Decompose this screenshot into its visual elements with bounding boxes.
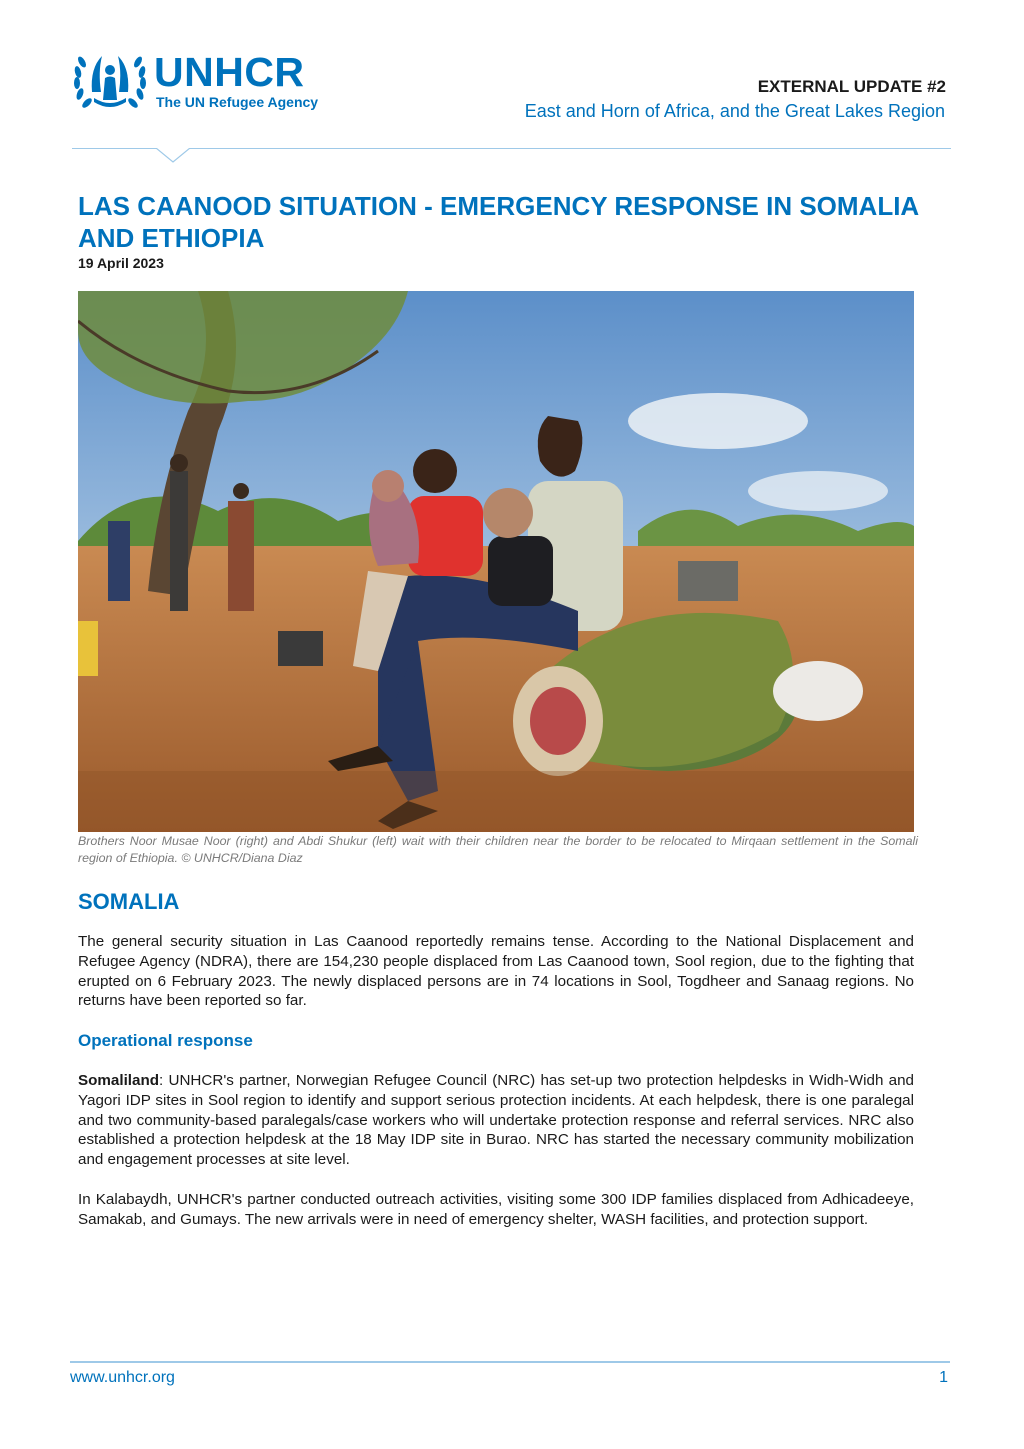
kalabaydh-paragraph: In Kalabaydh, UNHCR's partner conducted outreach activities, visiting some 300 IDP families displaced from Adhicadeeye, Samakab, and Gumays. The new arrivals were in need of emergency shelter, WASH facilities, and protection support. bbox=[78, 1191, 914, 1228]
logo-tagline: The UN Refugee Agency bbox=[156, 94, 319, 110]
page-number: 1 bbox=[939, 1369, 948, 1386]
cover-photo bbox=[78, 291, 914, 832]
publication-date: 19 April 2023 bbox=[78, 255, 164, 271]
unhcr-emblem-icon bbox=[72, 48, 148, 112]
operational-response-heading: Operational response bbox=[78, 1031, 253, 1050]
footer-website-link[interactable]: www.unhcr.org bbox=[70, 1369, 175, 1386]
page-header bbox=[0, 0, 1024, 170]
divider-notch-icon bbox=[156, 148, 190, 164]
header-divider bbox=[72, 148, 951, 149]
page-title: LAS CAANOOD SITUATION - EMERGENCY RESPONSE IN SOMALIA AND ETHIOPIA bbox=[78, 191, 919, 253]
logo-wordmark: UNHCR bbox=[154, 49, 305, 95]
intro-paragraph: The general security situation in Las Caanood reportedly remains tense. According to the National Displacement and Refugee Agency (NDRA), there are 154,230 people displaced from Las Caanood town, Sool region, due to the fighting that erupted on 6 February 2023. The newly displaced persons are in 74 locations in Sool, Togdheer and Sanaag regions. No returns have been reported so far. bbox=[78, 933, 914, 1010]
somaliland-paragraph bbox=[78, 1071, 914, 1170]
somaliland-lead: Somaliland bbox=[78, 1072, 160, 1089]
footer-divider bbox=[70, 1361, 950, 1363]
section-heading-somalia: SOMALIA bbox=[78, 889, 180, 914]
cover-photo-illustration bbox=[78, 291, 914, 832]
unhcr-logo[interactable] bbox=[72, 48, 352, 112]
somaliland-text: : UNHCR's partner, Norwegian Refugee Council (NRC) has set-up two protection helpdesks in Widh-Widh and Yagori IDP sites in Sool region to identify and support serious protection incidents. At each helpdesk, there is one paralegal and two community-based paralegals/case workers who will undertake protection response and referral services. NRC also established a protection helpdesk at the 18 May IDP site in Burao. NRC has started the necessary community mobilization and engagement processes at site level. bbox=[78, 1072, 914, 1169]
region-label: East and Horn of Africa, and the Great Lakes Region bbox=[524, 101, 945, 121]
photo-caption: Brothers Noor Musae Noor (right) and Abdi Shukur (left) wait with their children near the border to be relocated to Mirqaan settlement in the Somali region of Ethiopia. © UNHCR/Diana Diaz bbox=[78, 834, 918, 865]
update-label: EXTERNAL UPDATE #2 bbox=[757, 77, 946, 96]
